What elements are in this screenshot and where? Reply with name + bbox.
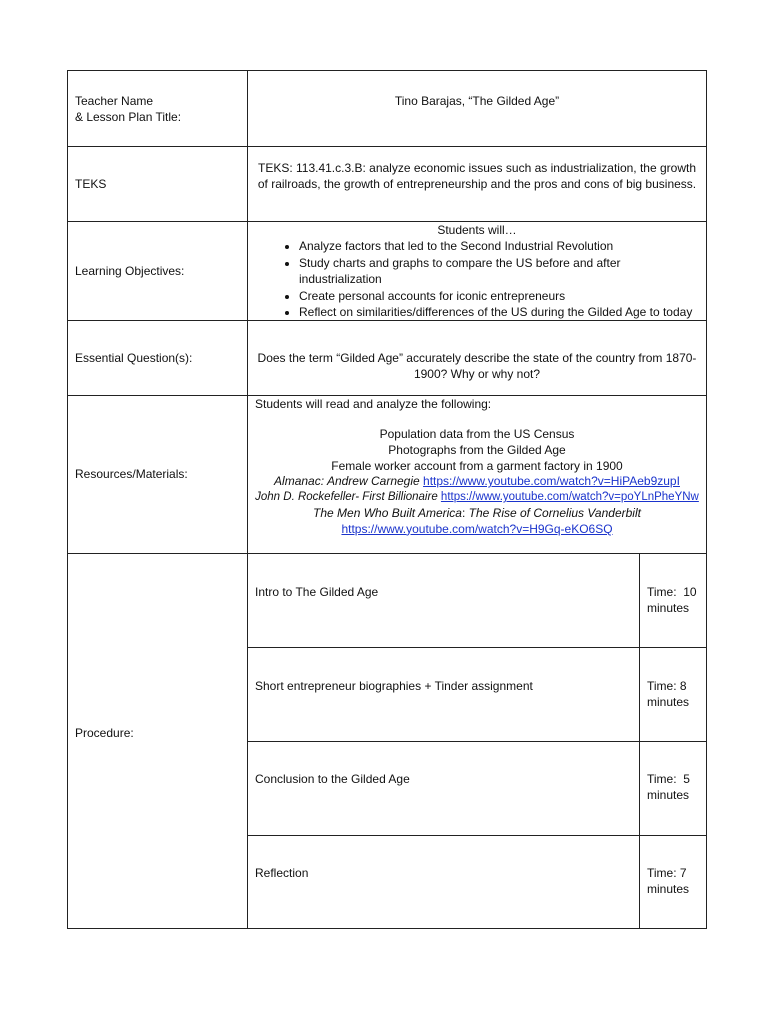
procedure-label-cell [67,553,248,929]
objective-item: • Create personal accounts for iconic entrepreneurs [299,288,702,305]
procedure-time-unit: minutes [647,882,690,896]
resource-census: Population data from the US Census [379,427,575,441]
vanderbilt-colon: : [461,505,469,520]
objective-item: • Analyze factors that led to the Second Industrial Revolution [299,238,702,255]
resource-carnegie [248,474,706,490]
resources-value-cell [247,395,707,554]
resources-label: Resources/Materials: [75,467,188,481]
procedure-step-cell [247,741,640,836]
teks-value-cell [247,146,707,222]
procedure-step-cell [247,647,640,742]
rockefeller-title: John D. Rockefeller- First Billionaire [255,491,438,504]
teks-text: TEKS: 113.41.c.3.B: analyze economic issues such as industrialization, the growth of railroads, the growth of entrepreneurship and the pros and cons of big business. [257,161,697,191]
objective-item: • Study charts and graphs to compare the US before and after industrialization [299,255,702,288]
teacher-label-cell [67,70,248,147]
procedure-time: Time: 7 [647,866,687,880]
teacher-label-line2: & Lesson Plan Title: [75,110,182,124]
vanderbilt-title: The Rise of Cornelius Vanderbilt [468,505,641,520]
procedure-step-cell [247,835,640,929]
procedure-time-unit: minutes [647,601,690,615]
procedure-time-cell [639,647,707,742]
resource-rockefeller [248,490,706,506]
teks-label: TEKS [75,177,107,191]
procedure-time-unit: minutes [647,695,690,709]
procedure-step-activity: Short entrepreneur biographies + Tinder assignment [255,679,533,693]
vanderbilt-series: The Men Who Built America [313,505,462,520]
carnegie-title: Almanac: Andrew Carnegie [274,474,420,489]
resource-photographs: Photographs from the Gilded Age [388,442,566,457]
objective-item: • Reflect on similarities/differences of the US during the Gilded Age to today [299,304,702,321]
essential-question: Does the term “Gilded Age” accurately describe the state of the country from 1870-1900? Why or why not? [257,351,697,381]
procedure-step-activity: Reflection [255,866,309,880]
objectives-label-cell [67,221,248,321]
objectives-intro: Students will… [437,223,517,237]
procedure-step-activity: Conclusion to the Gilded Age [255,772,410,786]
carnegie-link[interactable]: https://www.youtube.com/watch?v=HiPAeb9zupI [423,474,680,489]
procedure-time-unit: minutes [647,788,690,802]
procedure-step-cell [247,553,640,648]
procedure-time-cell [639,553,707,648]
teacher-label-line1: Teacher Name [75,94,154,108]
resources-label-cell [67,395,248,554]
procedure-step-activity: Intro to The Gilded Age [255,585,379,599]
vanderbilt-link[interactable]: https://www.youtube.com/watch?v=H9Gq-eKO6SQ [341,521,613,536]
objectives-list [257,238,702,321]
rockefeller-link[interactable]: https://www.youtube.com/watch?v=poYLnPheYNw [440,491,699,504]
resources-intro: Students will read and analyze the following: [255,397,492,411]
procedure-time-cell [639,835,707,929]
essential-label: Essential Question(s): [75,351,193,365]
procedure-time-cell [639,741,707,836]
procedure-time: Time: 10 [647,585,697,599]
essential-value-cell [247,320,707,396]
resource-worker-account: Female worker account from a garment factory in 1900 [331,458,623,473]
procedure-time: Time: 5 [647,772,690,786]
teacher-value-cell [247,70,707,147]
essential-label-cell [67,320,248,396]
procedure-time: Time: 8 [647,679,687,693]
procedure-label: Procedure: [75,726,134,740]
objectives-value-cell [247,221,707,321]
lesson-title: Tino Barajas, “The Gilded Age” [394,94,560,108]
teks-label-cell [67,146,248,222]
resource-vanderbilt [248,506,706,522]
objectives-label: Learning Objectives: [75,264,185,278]
